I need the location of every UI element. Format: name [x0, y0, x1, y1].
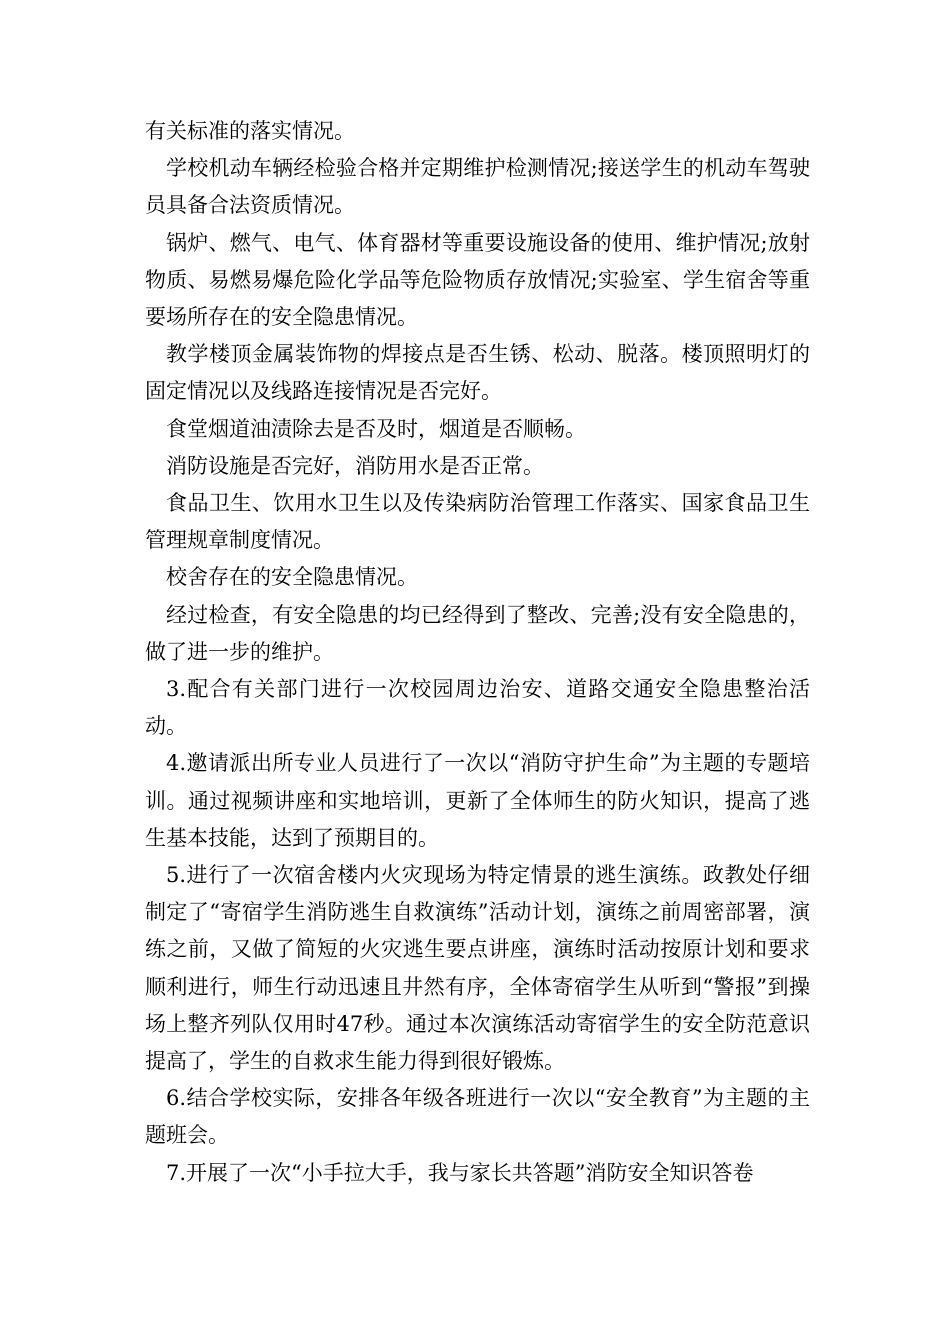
paragraph-facilities: 锅炉、燃气、电气、体育器材等重要设施设备的使用、维护情况;放射物质、易燃易爆危险化学品等危险物质存放情况;实验室、学生宿舍等重要场所存在的安全隐患情况。 — [145, 230, 810, 330]
paragraph-food-hygiene: 食品卫生、饮用水卫生以及传染病防治管理工作落实、国家食品卫生管理规章制度情况。 — [145, 491, 810, 553]
paragraph-item-5: 5.进行了一次宿舍楼内火灾现场为特定情景的逃生演练。政教处仔细制定了“寄宿学生消防逃生自救演练”活动计划，演练之前周密部署，演练之前，又做了简短的火灾逃生要点讲座，演练时活动按原计划和要求顺利进行，师生行动迅速且井然有序，全体寄宿学生从听到“警报”到操场上整齐列队仅用时47秒。通过本次演练活动寄宿学生的安全防范意识提高了，学生的自救求生能力得到很好锻炼。 — [145, 863, 810, 1074]
paragraph-inspection-result: 经过检查，有安全隐患的均已经得到了整改、完善;没有安全隐患的，做了进一步的维护。 — [145, 602, 810, 664]
paragraph-item-3: 3.配合有关部门进行一次校园周边治安、道路交通安全隐患整治活动。 — [145, 677, 810, 739]
paragraph-item-4: 4.邀请派出所专业人员进行了一次以“消防守护生命”为主题的专题培训。通过视频讲座和实地培训，更新了全体师生的防火知识，提高了逃生基本技能，达到了预期目的。 — [145, 751, 810, 850]
paragraph-fire-facilities: 消防设施是否完好，消防用水是否正常。 — [166, 453, 544, 478]
paragraph-standards-continuation: 有关标准的落实情况。 — [145, 119, 355, 143]
paragraph-rooftop: 教学楼顶金属装饰物的焊接点是否生锈、松动、脱落。楼顶照明灯的固定情况以及线路连接情况是否完好。 — [145, 342, 810, 404]
paragraph-vehicles: 学校机动车辆经检验合格并定期维护检测情况;接送学生的机动车驾驶员具备合法资质情况。 — [145, 156, 810, 218]
paragraph-item-7: 7.开展了一次“小手拉大手，我与家长共答题”消防安全知识答卷 — [166, 1160, 754, 1185]
paragraph-item-6: 6.结合学校实际，安排各年级各班进行一次以“安全教育”为主题的主题班会。 — [145, 1086, 810, 1148]
paragraph-school-buildings: 校舍存在的安全隐患情况。 — [166, 565, 418, 590]
body-text — [145, 113, 810, 1192]
paragraph-canteen-flue: 食堂烟道油渍除去是否及时，烟道是否顺畅。 — [166, 416, 586, 441]
